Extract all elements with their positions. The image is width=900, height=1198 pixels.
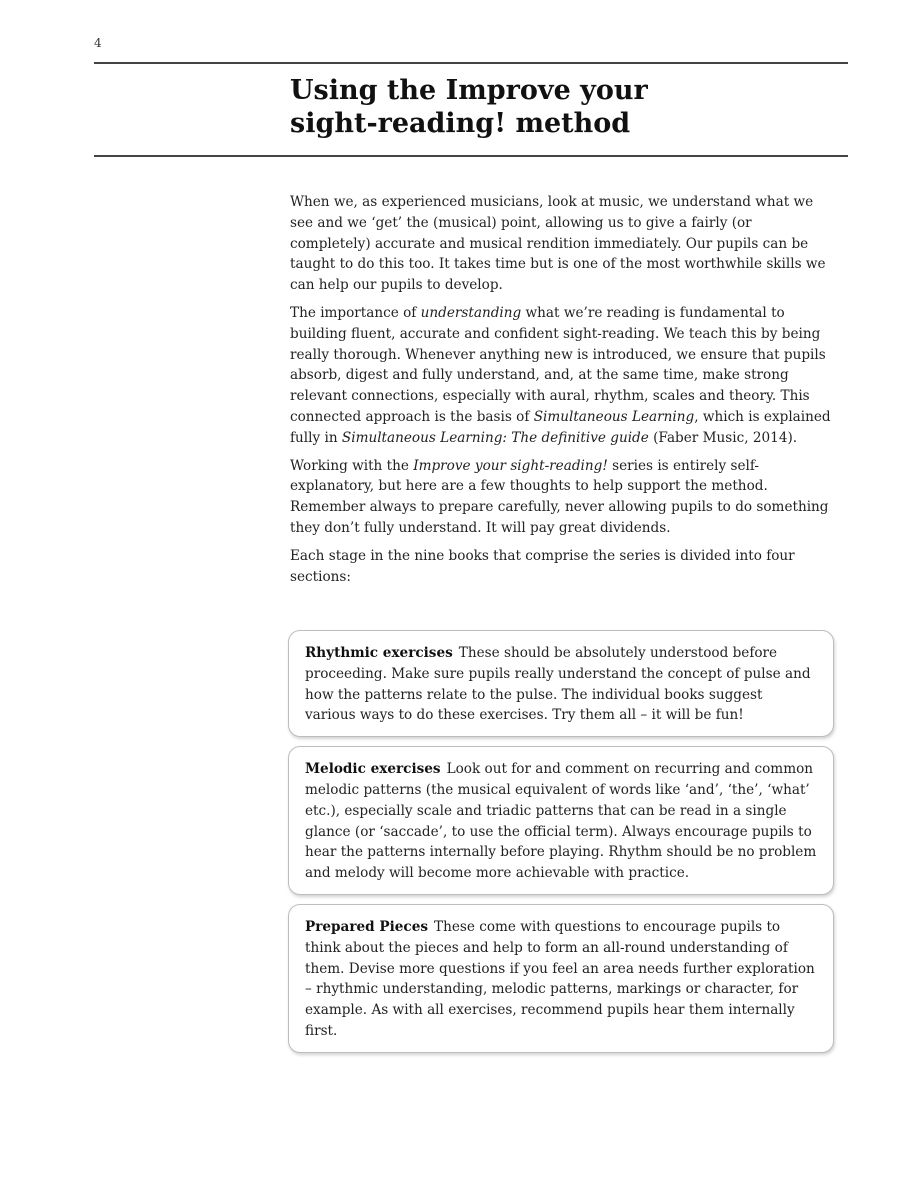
rhythmic-exercises-box (288, 630, 834, 737)
box-label: Melodic exercises (305, 761, 441, 778)
prepared-pieces-box (288, 904, 834, 1053)
box-text: Look out for and comment on recurring and common melodic patterns (the musical equivalent of words like ‘and’, ‘the’, ‘what’ etc.), especially scale and triadic patterns that can be read in a single glance (or ‘saccade’, to use the official term). Always encourage pupils to hear the patterns internally before playing. Rhythm should be no problem and melody will become more achievable with practice. (305, 761, 817, 882)
paragraph-sections-intro: Each stage in the nine books that comprise the series is divided into four sections: (290, 547, 795, 585)
text-run: The importance of (290, 304, 421, 321)
body-text (290, 192, 835, 594)
box-label: Rhythmic exercises (305, 645, 453, 661)
emphasis-simultaneous-learning: Simultaneous Learning (533, 408, 695, 425)
box-label: Prepared Pieces (305, 918, 429, 935)
page-title (290, 74, 810, 140)
paragraph-working (290, 456, 835, 539)
series-title: Improve your sight-reading! (413, 457, 608, 474)
page-number: 4 (94, 36, 102, 50)
paragraph-intro: When we, as experienced musicians, look at music, we understand what we see and we ‘get’ the (musical) point, allowing us to give a fairly (or completely) accurate and musical rendition immediately. Our pupils can be taught to do this too. It takes time but is one of the most worthwhile skills we can help our pupils to develop. (290, 194, 826, 294)
book-title: Simultaneous Learning: The definitive guide (341, 429, 649, 446)
emphasis-understanding: understanding (420, 304, 522, 321)
melodic-exercises-box (288, 746, 834, 895)
title-divider (94, 155, 848, 157)
text-run: series is entirely self-explanatory, but here are a few thoughts to help support the method. Remember always to prepare carefully, never allowing pupils to do something they don’t fully understand. It will pay great dividends. (290, 457, 829, 536)
title-line-2: sight-reading! method (290, 108, 631, 139)
text-run: Working with the (290, 457, 414, 474)
paragraph-understanding (290, 303, 835, 449)
text-run: , which is explained fully in (290, 408, 831, 446)
section-boxes (288, 630, 834, 1062)
text-run: what we’re reading is fundamental to building fluent, accurate and confident sight-reading. We teach this by being really thorough. Whenever anything new is introduced, we ensure that pupils absorb, digest and fully understand, and, at the same time, make strong relevant connections, especially with aural, rhythm, scales and theory. This connected approach is the basis of (290, 304, 826, 425)
box-text: These come with questions to encourage pupils to think about the pieces and help to form an all-round understanding of them. Devise more questions if you feel an area needs further exploration – rhythmic understanding, melodic patterns, markings or character, for example. As with all exercises, recommend pupils hear them internally first. (305, 918, 815, 1039)
top-divider (94, 62, 848, 64)
title-line-1: Using the Improve your (290, 75, 648, 106)
text-run: (Faber Music, 2014). (648, 429, 798, 446)
box-text: These should be absolutely understood before proceeding. Make sure pupils really understand the concept of pulse and how the patterns relate to the pulse. The individual books suggest various ways to do these exercises. Try them all – it will be fun! (305, 645, 811, 724)
